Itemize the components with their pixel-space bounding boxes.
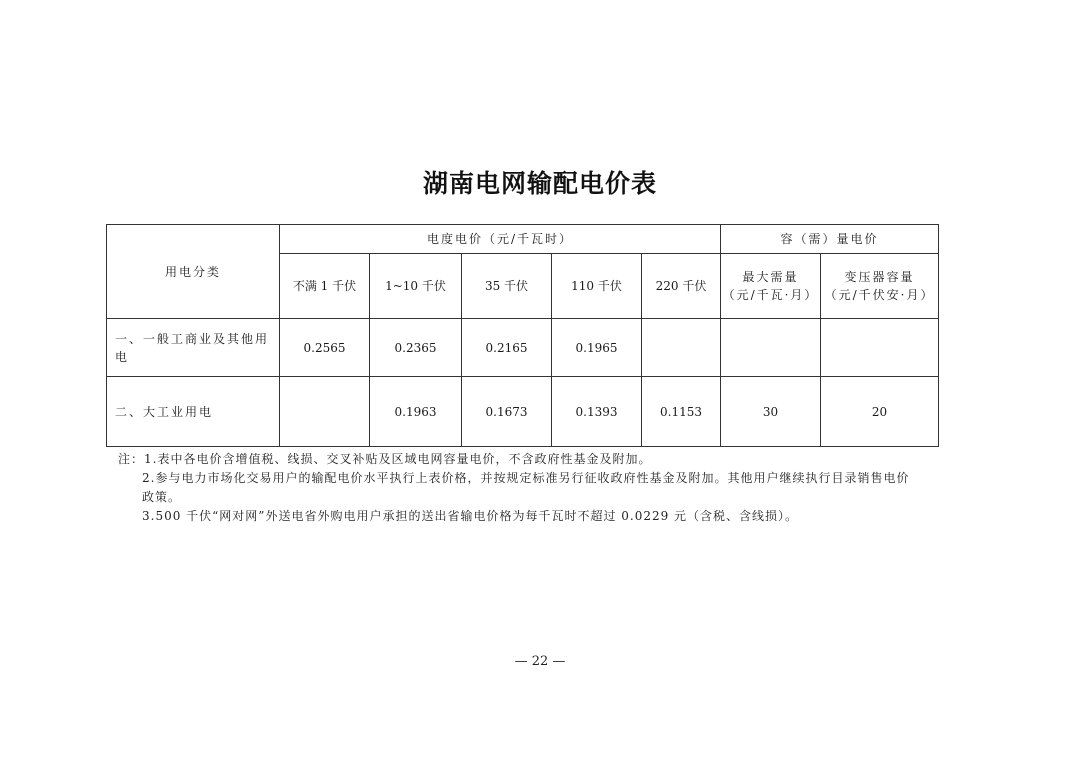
tariff-table: [106, 224, 939, 447]
capacity-price-header: 容（需）量电价: [721, 225, 939, 254]
page-title: 湖南电网输配电价表: [422, 169, 657, 198]
max-demand-header: [721, 254, 821, 319]
transformer-capacity-label: 变压器容量: [844, 270, 915, 284]
row-category: 二、大工业用电: [107, 377, 280, 447]
note-2: 2.参与电力市场化交易用户的输配电价水平执行上表价格，并按规定标准另行征收政府性基金及附加。其他用户继续执行目录销售电价: [142, 471, 910, 485]
row-category: 一、一般工商业及其他用电: [107, 319, 280, 377]
max-demand-label: 最大需量: [742, 270, 799, 284]
table-cell: 0.2565: [280, 319, 370, 377]
table-cell: 0.1965: [552, 319, 642, 377]
table-cell: 0.1963: [370, 377, 462, 447]
table-cell: [721, 319, 821, 377]
page-number: — 22 —: [514, 654, 566, 669]
notes: [118, 450, 948, 526]
table-cell: 0.1153: [642, 377, 721, 447]
voltage-header: 220 千伏: [642, 254, 721, 319]
table-cell: 0.2165: [462, 319, 552, 377]
note-3: 3.500 千伏“网对网”外送电省外购电用户承担的送出省输电价格为每千瓦时不超过 0.0229 元（含税、含线损）。: [142, 509, 799, 523]
table-cell: 0.1673: [462, 377, 552, 447]
transformer-capacity-unit: （元/千伏安·月）: [824, 288, 935, 302]
table-cell: [642, 319, 721, 377]
note-1: 注：1.表中各电价含增值税、线损、交叉补贴及区域电网容量电价，不含政府性基金及附加。: [118, 452, 652, 466]
voltage-header: 35 千伏: [462, 254, 552, 319]
table-row: [107, 377, 939, 447]
table-cell: 0.1393: [552, 377, 642, 447]
voltage-header: 110 千伏: [552, 254, 642, 319]
table-cell: 0.2365: [370, 319, 462, 377]
table-cell: [821, 319, 939, 377]
table-cell: 20: [821, 377, 939, 447]
table-cell: [280, 377, 370, 447]
energy-price-header: 电度电价（元/千瓦时）: [280, 225, 721, 254]
transformer-capacity-header: [821, 254, 939, 319]
max-demand-unit: （元/千瓦·月）: [722, 288, 819, 302]
note-2-continued: 政策。: [142, 490, 182, 504]
voltage-header: 不满 1 千伏: [280, 254, 370, 319]
category-header: 用电分类: [107, 225, 280, 319]
header-row-1: [107, 225, 939, 254]
voltage-header: 1~10 千伏: [370, 254, 462, 319]
table-cell: 30: [721, 377, 821, 447]
table-row: [107, 319, 939, 377]
